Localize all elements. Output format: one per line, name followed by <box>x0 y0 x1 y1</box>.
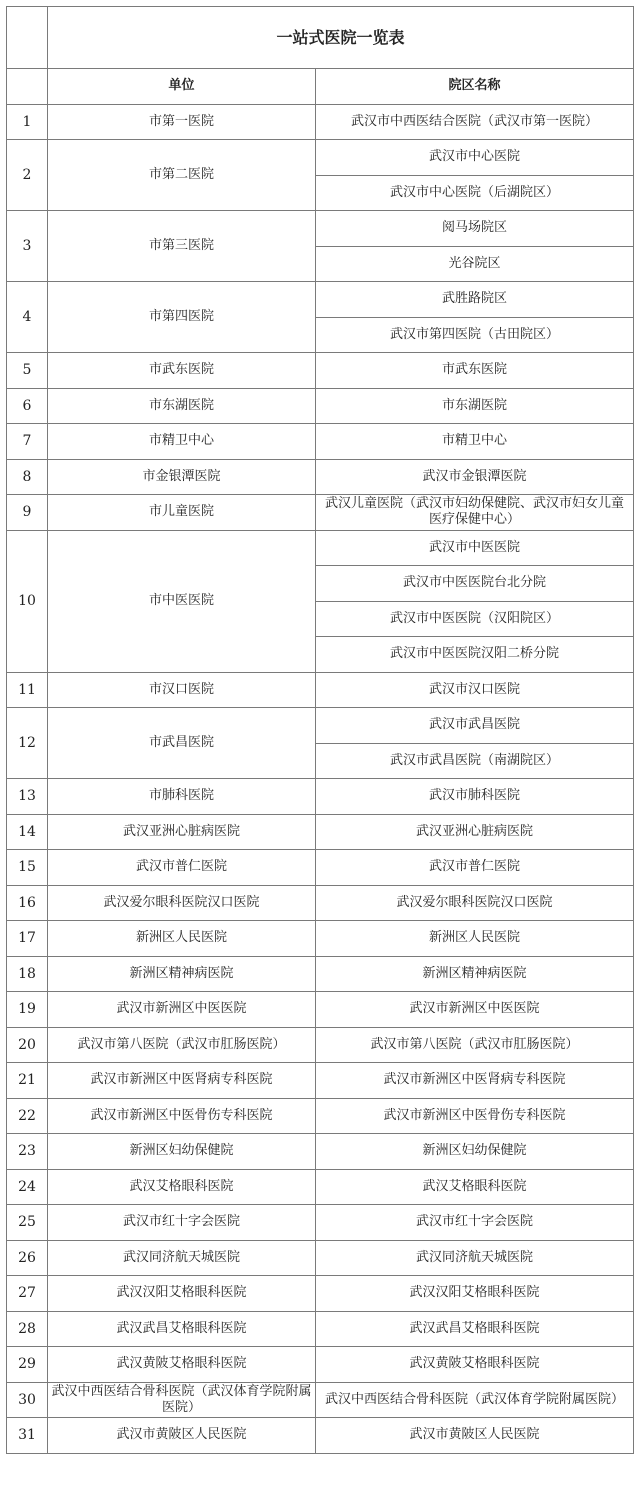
campus-cell: 武汉市武昌医院（南湖院区） <box>316 743 634 779</box>
unit-cell: 市武东医院 <box>48 353 316 389</box>
hospital-table-body <box>7 7 634 1454</box>
table-row <box>7 495 634 531</box>
row-number: 24 <box>7 1169 48 1205</box>
unit-cell: 武汉中西医结合骨科医院（武汉体育学院附属医院） <box>48 1382 316 1418</box>
campus-cell: 武汉市新洲区中医肾病专科医院 <box>316 1063 634 1099</box>
table-row <box>7 1311 634 1347</box>
campus-cell: 武汉市中心医院（后湖院区） <box>316 175 634 211</box>
unit-cell: 武汉武昌艾格眼科医院 <box>48 1311 316 1347</box>
campus-cell: 新洲区妇幼保健院 <box>316 1134 634 1170</box>
campus-cell: 武汉市金银潭医院 <box>316 459 634 495</box>
row-number: 9 <box>7 495 48 531</box>
row-number: 17 <box>7 921 48 957</box>
unit-cell: 市金银潭医院 <box>48 459 316 495</box>
header-row <box>7 69 634 105</box>
unit-cell: 武汉市红十字会医院 <box>48 1205 316 1241</box>
unit-cell: 武汉爱尔眼科医院汉口医院 <box>48 885 316 921</box>
row-number: 27 <box>7 1276 48 1312</box>
unit-cell: 市第三医院 <box>48 211 316 282</box>
row-number: 3 <box>7 211 48 282</box>
table-row <box>7 1347 634 1383</box>
table-row <box>7 1276 634 1312</box>
unit-cell: 武汉市普仁医院 <box>48 850 316 886</box>
campus-cell: 武汉市中医医院台北分院 <box>316 566 634 602</box>
row-number: 31 <box>7 1418 48 1454</box>
row-number: 11 <box>7 672 48 708</box>
campus-cell: 武汉市新洲区中医骨伤专科医院 <box>316 1098 634 1134</box>
row-number: 10 <box>7 530 48 672</box>
campus-cell: 市东湖医院 <box>316 388 634 424</box>
unit-cell: 武汉市第八医院（武汉市肛肠医院） <box>48 1027 316 1063</box>
row-number: 5 <box>7 353 48 389</box>
row-number: 8 <box>7 459 48 495</box>
row-number: 28 <box>7 1311 48 1347</box>
row-number: 18 <box>7 956 48 992</box>
campus-cell: 武汉市中医医院 <box>316 530 634 566</box>
row-number: 21 <box>7 1063 48 1099</box>
unit-cell: 市肺科医院 <box>48 779 316 815</box>
table-row <box>7 140 634 176</box>
table-row <box>7 1063 634 1099</box>
unit-cell: 市汉口医院 <box>48 672 316 708</box>
campus-cell: 武汉市武昌医院 <box>316 708 634 744</box>
table-row <box>7 850 634 886</box>
campus-cell: 武汉市肺科医院 <box>316 779 634 815</box>
table-row <box>7 211 634 247</box>
table-row <box>7 353 634 389</box>
table-row <box>7 1169 634 1205</box>
unit-cell: 武汉市新洲区中医骨伤专科医院 <box>48 1098 316 1134</box>
unit-cell: 新洲区妇幼保健院 <box>48 1134 316 1170</box>
table-row <box>7 708 634 744</box>
campus-cell: 光谷院区 <box>316 246 634 282</box>
campus-cell: 武汉同济航天城医院 <box>316 1240 634 1276</box>
unit-cell: 新洲区精神病医院 <box>48 956 316 992</box>
unit-cell: 市第二医院 <box>48 140 316 211</box>
row-number: 1 <box>7 104 48 140</box>
row-number: 23 <box>7 1134 48 1170</box>
campus-cell: 武胜路院区 <box>316 282 634 318</box>
unit-cell: 武汉亚洲心脏病医院 <box>48 814 316 850</box>
unit-cell: 武汉黄陂艾格眼科医院 <box>48 1347 316 1383</box>
row-number: 15 <box>7 850 48 886</box>
table-row <box>7 104 634 140</box>
row-number: 25 <box>7 1205 48 1241</box>
unit-cell: 市东湖医院 <box>48 388 316 424</box>
row-number: 13 <box>7 779 48 815</box>
table-row <box>7 992 634 1028</box>
campus-cell: 武汉市中心医院 <box>316 140 634 176</box>
table-row <box>7 424 634 460</box>
table-row <box>7 1240 634 1276</box>
unit-cell: 市儿童医院 <box>48 495 316 531</box>
header-unit: 单位 <box>48 69 316 105</box>
row-number: 12 <box>7 708 48 779</box>
campus-cell: 新洲区人民医院 <box>316 921 634 957</box>
row-number: 19 <box>7 992 48 1028</box>
campus-cell: 武汉艾格眼科医院 <box>316 1169 634 1205</box>
hospital-table <box>6 6 634 1454</box>
campus-cell: 武汉市红十字会医院 <box>316 1205 634 1241</box>
campus-cell: 市武东医院 <box>316 353 634 389</box>
unit-cell: 市第一医院 <box>48 104 316 140</box>
unit-cell: 市武昌医院 <box>48 708 316 779</box>
table-row <box>7 1418 634 1454</box>
unit-cell: 武汉市新洲区中医肾病专科医院 <box>48 1063 316 1099</box>
campus-cell: 武汉市中医医院（汉阳院区） <box>316 601 634 637</box>
campus-cell: 新洲区精神病医院 <box>316 956 634 992</box>
campus-cell: 武汉亚洲心脏病医院 <box>316 814 634 850</box>
campus-cell: 武汉市第四医院（古田院区） <box>316 317 634 353</box>
table-row <box>7 530 634 566</box>
campus-cell: 武汉市黄陂区人民医院 <box>316 1418 634 1454</box>
table-row <box>7 1098 634 1134</box>
unit-cell: 武汉艾格眼科医院 <box>48 1169 316 1205</box>
table-row <box>7 814 634 850</box>
page-title: 一站式医院一览表 <box>48 7 634 69</box>
header-campus: 院区名称 <box>316 69 634 105</box>
campus-cell: 市精卫中心 <box>316 424 634 460</box>
row-number: 20 <box>7 1027 48 1063</box>
row-number: 29 <box>7 1347 48 1383</box>
table-row <box>7 672 634 708</box>
unit-cell: 市中医医院 <box>48 530 316 672</box>
campus-cell: 武汉市中西医结合医院（武汉市第一医院） <box>316 104 634 140</box>
unit-cell: 武汉汉阳艾格眼科医院 <box>48 1276 316 1312</box>
campus-cell: 武汉武昌艾格眼科医院 <box>316 1311 634 1347</box>
row-number: 2 <box>7 140 48 211</box>
unit-cell: 市精卫中心 <box>48 424 316 460</box>
campus-cell: 武汉中西医结合骨科医院（武汉体育学院附属医院） <box>316 1382 634 1418</box>
table-row <box>7 885 634 921</box>
campus-cell: 武汉爱尔眼科医院汉口医院 <box>316 885 634 921</box>
row-number: 30 <box>7 1382 48 1418</box>
table-row <box>7 956 634 992</box>
unit-cell: 市第四医院 <box>48 282 316 353</box>
header-index <box>7 69 48 105</box>
row-number: 14 <box>7 814 48 850</box>
unit-cell: 新洲区人民医院 <box>48 921 316 957</box>
campus-cell: 武汉市普仁医院 <box>316 850 634 886</box>
row-number: 7 <box>7 424 48 460</box>
title-corner-cell <box>7 7 48 69</box>
table-row <box>7 1382 634 1418</box>
campus-cell: 武汉市新洲区中医医院 <box>316 992 634 1028</box>
campus-cell: 武汉汉阳艾格眼科医院 <box>316 1276 634 1312</box>
row-number: 22 <box>7 1098 48 1134</box>
campus-cell: 阅马场院区 <box>316 211 634 247</box>
table-row <box>7 459 634 495</box>
table-row <box>7 1027 634 1063</box>
row-number: 6 <box>7 388 48 424</box>
campus-cell: 武汉市第八医院（武汉市肛肠医院） <box>316 1027 634 1063</box>
table-row <box>7 1205 634 1241</box>
unit-cell: 武汉市新洲区中医医院 <box>48 992 316 1028</box>
table-row <box>7 779 634 815</box>
campus-cell: 武汉市中医医院汉阳二桥分院 <box>316 637 634 673</box>
row-number: 4 <box>7 282 48 353</box>
table-row <box>7 921 634 957</box>
campus-cell: 武汉市汉口医院 <box>316 672 634 708</box>
unit-cell: 武汉同济航天城医院 <box>48 1240 316 1276</box>
row-number: 16 <box>7 885 48 921</box>
table-row <box>7 1134 634 1170</box>
title-row <box>7 7 634 69</box>
table-row <box>7 388 634 424</box>
table-row <box>7 282 634 318</box>
campus-cell: 武汉黄陂艾格眼科医院 <box>316 1347 634 1383</box>
row-number: 26 <box>7 1240 48 1276</box>
campus-cell: 武汉儿童医院（武汉市妇幼保健院、武汉市妇女儿童医疗保健中心） <box>316 495 634 531</box>
unit-cell: 武汉市黄陂区人民医院 <box>48 1418 316 1454</box>
